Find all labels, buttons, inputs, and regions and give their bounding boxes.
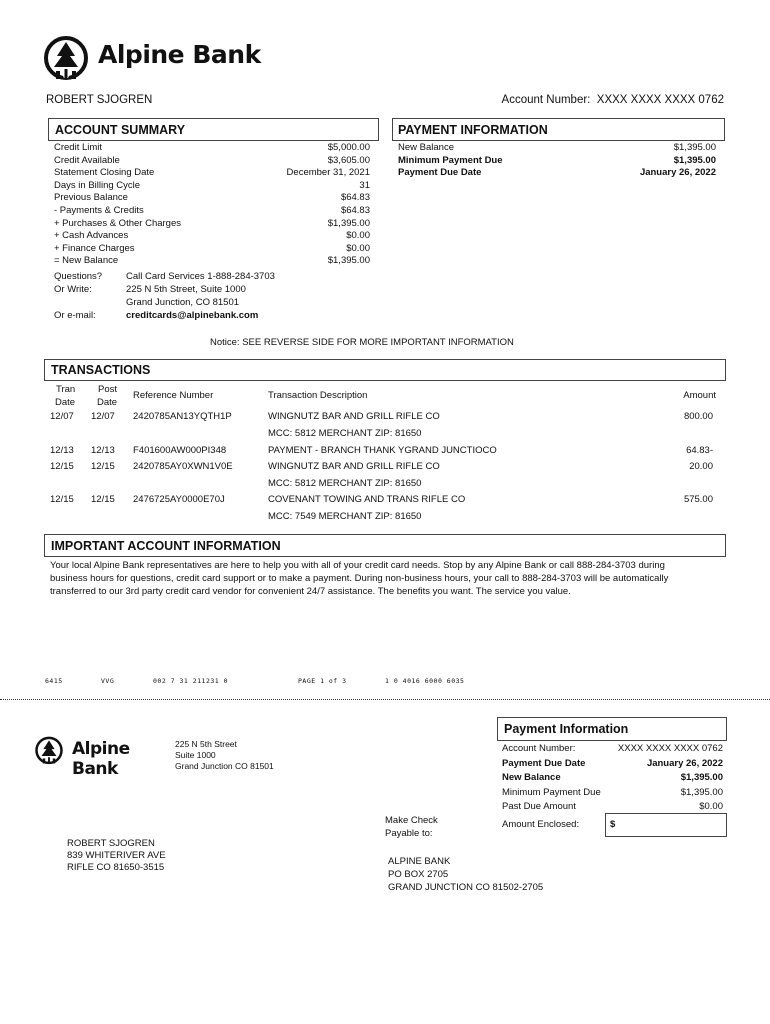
txn-reference: 2420785AN13YQTH1P: [133, 411, 232, 422]
make-check-line2: Payable to:: [385, 828, 433, 839]
customer-name: ROBERT SJOGREN: [46, 94, 153, 106]
footer-code-1: 6415: [45, 677, 63, 685]
txn-tran-date: 12/15: [50, 494, 74, 505]
payee-line3: GRAND JUNCTION CO 81502-2705: [388, 882, 544, 893]
col-post-date-1: Post: [98, 384, 118, 395]
col-post-date-2: Date: [97, 397, 118, 408]
summary-value: 31: [359, 179, 370, 191]
customer-address-line3: RIFLE CO 81650-3515: [67, 862, 165, 873]
txn-tran-date: 12/13: [50, 445, 74, 456]
summary-label: + Finance Charges: [54, 242, 135, 254]
coupon-address-line2: Suite 1000: [175, 750, 216, 760]
summary-label: = New Balance: [54, 255, 119, 267]
bank-name: Alpine Bank: [98, 40, 261, 69]
write-address-line1: 225 N 5th Street, Suite 1000: [126, 284, 246, 295]
email-label: Or e-mail:: [54, 310, 96, 321]
summary-value: $64.83: [340, 205, 370, 216]
payment-label: Minimum Payment Due: [398, 154, 503, 166]
txn-post-date: 12/13: [91, 445, 115, 456]
transactions-title: TRANSACTIONS: [51, 363, 151, 377]
summary-value: $5,000.00: [327, 142, 370, 153]
txn-description: MCC: 5812 MERCHANT ZIP: 81650: [268, 428, 422, 439]
footer-code-3: 002 7 31 211231 0: [153, 677, 229, 685]
summary-value: $1,395.00: [327, 217, 370, 229]
coupon-label: New Balance: [502, 772, 561, 783]
summary-value: $0.00: [346, 242, 370, 254]
perforation-line: [0, 699, 770, 700]
txn-post-date: 12/15: [91, 461, 115, 472]
coupon-label: Account Number:: [502, 743, 576, 754]
txn-description: PAYMENT - BRANCH THANK YGRAND JUNCTIOCO: [268, 445, 497, 456]
txn-description: MCC: 7549 MERCHANT ZIP: 81650: [268, 511, 422, 522]
alpine-bank-logo: [42, 36, 282, 84]
payee-line2: PO BOX 2705: [388, 869, 449, 880]
summary-label: Credit Available: [54, 154, 120, 166]
col-amount: Amount: [683, 390, 716, 401]
write-address-line2: Grand Junction, CO 81501: [126, 297, 240, 308]
txn-description: WINGNUTZ BAR AND GRILL RIFLE CO: [268, 411, 440, 422]
summary-label: Credit Limit: [54, 142, 103, 153]
coupon-payment-title: Payment Information: [504, 722, 629, 736]
footer-code-2: VVG: [101, 677, 115, 685]
coupon-logo: [34, 736, 174, 779]
coupon-value: January 26, 2022: [646, 757, 723, 769]
summary-value: $64.83: [340, 192, 370, 204]
payment-label: New Balance: [398, 142, 454, 153]
col-reference: Reference Number: [133, 390, 214, 401]
txn-description: WINGNUTZ BAR AND GRILL RIFLE CO: [268, 461, 440, 472]
write-label: Or Write:: [54, 284, 92, 295]
summary-value: December 31, 2021: [286, 167, 370, 179]
col-tran-date-1: Tran: [56, 384, 76, 395]
txn-amount: 800.00: [683, 411, 713, 422]
txn-description: COVENANT TOWING AND TRANS RIFLE CO: [268, 494, 466, 505]
make-check-line1: Make Check: [385, 815, 438, 826]
footer-code-4: PAGE 1 of 3: [298, 677, 347, 685]
payee-line1: ALPINE BANK: [388, 856, 451, 867]
account-number: XXXX XXXX XXXX 0762: [596, 94, 724, 106]
payment-value: January 26, 2022: [639, 167, 716, 179]
footer-code-5: 1 0 4016 6000 6035: [385, 677, 465, 685]
col-tran-date-2: Date: [55, 397, 76, 408]
txn-description: MCC: 5812 MERCHANT ZIP: 81650: [268, 478, 422, 489]
amount-enclosed-label: Amount Enclosed:: [502, 819, 580, 830]
coupon-value: $1,395.00: [680, 786, 723, 798]
txn-post-date: 12/15: [91, 494, 115, 505]
payment-label: Payment Due Date: [398, 167, 482, 179]
col-description: Transaction Description: [268, 390, 368, 401]
txn-tran-date: 12/15: [50, 461, 74, 472]
customer-address-line2: 839 WHITERIVER AVE: [67, 850, 166, 861]
tree-logo-icon: [42, 36, 90, 82]
payment-info-title: PAYMENT INFORMATION: [398, 123, 548, 137]
coupon-label: Past Due Amount: [502, 801, 576, 812]
payment-value: $1,395.00: [673, 142, 716, 153]
questions-label: Questions?: [54, 271, 103, 282]
important-line-2: business hours for questions, credit card support or to make a payment. During non-business hours, your call to 888-284-3703 will be automatically: [50, 573, 669, 584]
summary-label: - Payments & Credits: [54, 205, 144, 216]
account-number-block: [502, 94, 724, 106]
amount-enclosed-currency: $: [610, 819, 616, 830]
customer-address-line1: ROBERT SJOGREN: [67, 838, 155, 849]
summary-value: $3,605.00: [327, 154, 370, 166]
txn-tran-date: 12/07: [50, 411, 74, 422]
txn-post-date: 12/07: [91, 411, 115, 422]
summary-value: $0.00: [346, 230, 370, 242]
summary-value: $1,395.00: [327, 255, 370, 267]
account-number-label: Account Number:: [501, 94, 591, 106]
coupon-label: Minimum Payment Due: [502, 786, 601, 798]
important-line-1: Your local Alpine Bank representatives are here to help you with all of your credit card needs. Stop by any Alpine Bank or call 888-284-3703 during: [50, 560, 665, 571]
coupon-value: $1,395.00: [680, 772, 723, 783]
txn-amount: 20.00: [689, 461, 713, 472]
txn-amount: 64.83-: [686, 445, 713, 456]
txn-amount: 575.00: [683, 494, 713, 505]
txn-reference: F401600AW000PI348: [133, 445, 227, 456]
payment-value: $1,395.00: [673, 154, 716, 166]
coupon-value: $0.00: [699, 801, 723, 812]
notice-text: Notice: SEE REVERSE SIDE FOR MORE IMPORTANT INFORMATION: [210, 337, 514, 348]
summary-label: Days in Billing Cycle: [54, 179, 141, 191]
email-link[interactable]: creditcards@alpinebank.com: [126, 310, 259, 321]
tree-logo-small-icon: [34, 736, 64, 766]
txn-reference: 2420785AY0XWN1V0E: [133, 461, 233, 472]
summary-label: + Purchases & Other Charges: [54, 217, 181, 229]
summary-label: Previous Balance: [54, 192, 128, 204]
txn-reference: 2476725AY0000E70J: [133, 494, 225, 505]
coupon-address-line3: Grand Junction CO 81501: [175, 761, 274, 771]
summary-label: Statement Closing Date: [54, 167, 155, 179]
coupon-label: Payment Due Date: [502, 757, 586, 769]
summary-label: + Cash Advances: [54, 230, 129, 242]
important-line-3: transferred to our 3rd party credit card vendor for convenient 24/7 assistance. The benefits you want. The service you value.: [50, 586, 571, 597]
questions-value: Call Card Services 1-888-284-3703: [126, 271, 275, 282]
coupon-bank-name: Alpine Bank: [72, 739, 130, 779]
amount-enclosed-input[interactable]: [605, 813, 727, 837]
account-summary-title: ACCOUNT SUMMARY: [55, 123, 186, 137]
coupon-address-line1: 225 N 5th Street: [175, 739, 237, 749]
coupon-value: XXXX XXXX XXXX 0762: [617, 743, 723, 754]
important-title: IMPORTANT ACCOUNT INFORMATION: [51, 539, 281, 553]
